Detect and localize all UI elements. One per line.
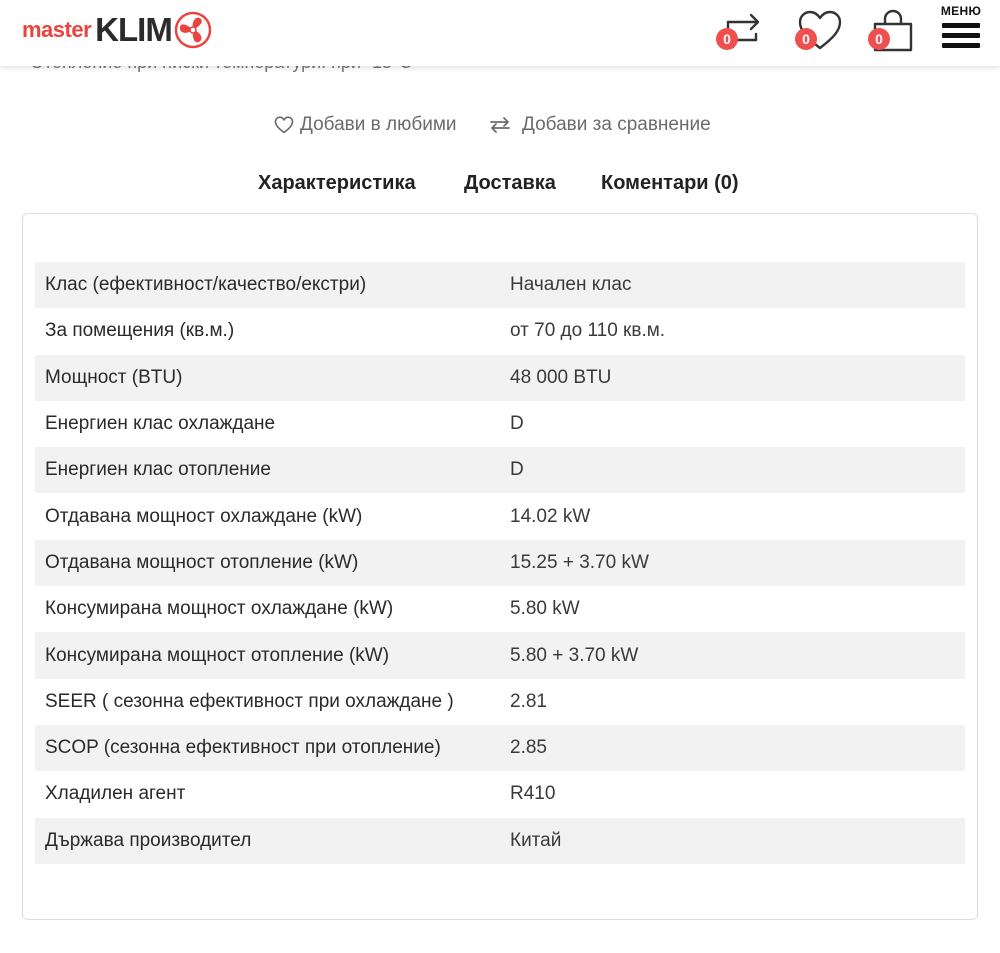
spec-value: Китай — [510, 829, 562, 851]
cart-count-badge: 0 — [868, 28, 890, 50]
spec-row — [35, 401, 965, 447]
spec-row — [35, 725, 965, 771]
spec-row — [35, 771, 965, 817]
spec-key: SCOP (сезонна ефективност при отопление) — [45, 737, 441, 759]
spec-value: 5.80 + 3.70 kW — [510, 644, 639, 666]
spec-value: D — [510, 413, 524, 435]
spec-value: Начален клас — [510, 274, 632, 296]
tab-comments[interactable]: Коментари (0) — [601, 172, 739, 194]
add-to-compare-link[interactable] — [488, 114, 711, 136]
spec-row — [35, 540, 965, 586]
spec-value: 48 000 BTU — [510, 366, 612, 388]
spec-value: 2.81 — [510, 690, 547, 712]
spec-key: Отдавана мощност охлаждане (kW) — [45, 505, 363, 527]
logo-master-text: master — [22, 17, 92, 42]
spec-key: Държава производител — [45, 829, 252, 851]
tab-characteristics[interactable]: Характеристика — [258, 172, 416, 194]
spec-key: Отдавана мощност отопление (kW) — [45, 551, 359, 573]
hamburger-icon-bar — [942, 43, 980, 48]
spec-key: Мощност (BTU) — [45, 366, 183, 388]
add-to-compare-label: Добави за сравнение — [522, 114, 711, 135]
spec-value: 5.80 kW — [510, 598, 580, 620]
logo-klim-text: KLIM — [95, 11, 172, 48]
product-tabs — [0, 172, 1000, 216]
spec-value: от 70 до 110 кв.м. — [510, 320, 666, 342]
menu-button[interactable] — [940, 4, 982, 54]
spec-key: Енергиен клас охлаждане — [45, 413, 276, 435]
hamburger-icon-bar — [942, 23, 980, 28]
compare-icon — [488, 115, 512, 135]
spec-row — [35, 308, 965, 354]
spec-value: 2.85 — [510, 737, 547, 759]
spec-row — [35, 447, 965, 493]
spec-key: Консумирана мощност охлаждане (kW) — [45, 598, 394, 620]
favorites-header-button[interactable] — [797, 8, 843, 54]
logo[interactable] — [22, 10, 213, 50]
add-to-favorites-label: Добави в любими — [300, 114, 457, 135]
spec-row — [35, 632, 965, 678]
spec-key: Консумирана мощност отопление (kW) — [45, 644, 390, 666]
compare-header-button[interactable] — [718, 8, 764, 54]
heart-outline-icon — [274, 115, 294, 135]
favorites-count-badge: 0 — [795, 28, 817, 50]
spec-row — [35, 355, 965, 401]
spec-row — [35, 679, 965, 725]
compare-count-badge: 0 — [716, 28, 738, 50]
hamburger-icon-bar — [942, 33, 980, 38]
spec-key: Енергиен клас отопление — [45, 459, 271, 481]
specs-table — [35, 262, 965, 864]
spec-value: D — [510, 459, 524, 481]
tab-delivery[interactable]: Доставка — [464, 172, 556, 194]
spec-key: Клас (ефективност/качество/екстри) — [45, 274, 367, 296]
fan-icon — [173, 10, 213, 50]
spec-key: Хладилен агент — [45, 783, 186, 805]
spec-row — [35, 493, 965, 539]
spec-key: За помещения (кв.м.) — [45, 320, 235, 342]
cart-header-button[interactable] — [870, 8, 916, 54]
spec-row — [35, 586, 965, 632]
add-to-favorites-link[interactable] — [274, 114, 457, 136]
spec-row — [35, 818, 965, 864]
menu-label: МЕНЮ — [940, 4, 982, 18]
spec-value: R410 — [510, 783, 556, 805]
site-header — [0, 0, 1000, 66]
product-actions — [0, 114, 1000, 142]
spec-key: SEER ( сезонна ефективност при охлаждане ) — [45, 690, 454, 712]
spec-value: 14.02 kW — [510, 505, 591, 527]
spec-row — [35, 262, 965, 308]
spec-value: 15.25 + 3.70 kW — [510, 551, 649, 573]
